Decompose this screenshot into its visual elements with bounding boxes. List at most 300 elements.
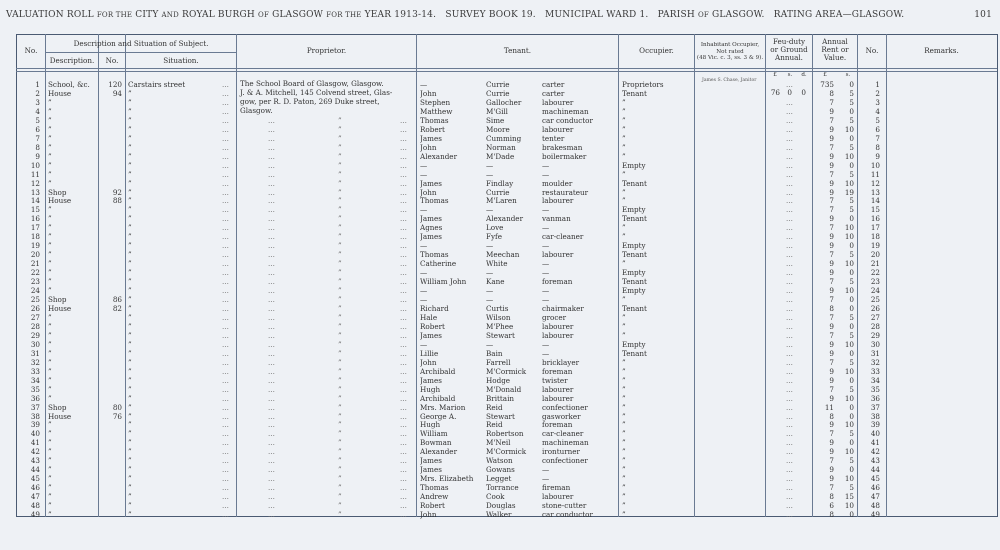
proprietor-ditto-mark: ” xyxy=(338,438,342,448)
row-no: 17 xyxy=(30,223,40,233)
table-row xyxy=(0,268,1000,277)
row-occupier: Tenant xyxy=(622,250,647,260)
col-annual-rent: Annual Rent or Value. xyxy=(821,37,849,62)
feu-ditto: ... xyxy=(786,438,793,448)
row-rent-shillings: 10 xyxy=(844,501,854,511)
row-occupier: ” xyxy=(622,492,626,502)
row-rent-pounds: 7 xyxy=(829,483,834,493)
row-tenant-first: Archibald xyxy=(420,393,456,403)
row-description: ” xyxy=(48,259,52,269)
feu-ditto: ... xyxy=(786,420,793,430)
proprietor-ditto-mark: ” xyxy=(338,205,342,215)
row-rent-shillings: 5 xyxy=(849,429,854,439)
leader-dots: ... xyxy=(222,411,229,421)
leader-dots: ... xyxy=(400,429,407,439)
row-occupation: — xyxy=(542,339,550,349)
row-no-right: 1 xyxy=(875,80,880,89)
proprietor-ditto-mark: ” xyxy=(338,483,342,493)
row-occupier: ” xyxy=(622,366,626,376)
row-description: ” xyxy=(48,124,52,134)
row-description: ” xyxy=(48,474,52,484)
row-no: 39 xyxy=(30,420,40,430)
row-situation: ” xyxy=(128,295,132,305)
row-no-right: 41 xyxy=(870,438,880,448)
row-no-right: 6 xyxy=(875,124,880,134)
row-tenant-first: John xyxy=(420,88,437,98)
row-situation: ” xyxy=(128,124,132,134)
table-row xyxy=(0,214,1000,223)
row-occupation: labourer xyxy=(542,124,574,134)
row-no: 15 xyxy=(30,205,40,215)
row-description: ” xyxy=(48,286,52,296)
leader-dots: ... xyxy=(222,169,229,179)
row-number: 86 xyxy=(112,295,122,305)
row-occupation: machineman xyxy=(542,438,589,448)
leader-dots: ... xyxy=(400,277,407,287)
row-tenant-first: Thomas xyxy=(420,250,449,260)
proprietor-ditto-mark: ” xyxy=(338,277,342,287)
feu-ditto: ... xyxy=(786,277,793,287)
row-rent-pounds: 7 xyxy=(829,295,834,305)
row-no-right: 3 xyxy=(875,97,880,107)
row-situation: ” xyxy=(128,312,132,322)
feu-ditto: ... xyxy=(786,411,793,421)
row-rent-pounds: 7 xyxy=(829,196,834,206)
leader-dots: ... xyxy=(222,312,229,322)
row-description: Shop xyxy=(48,187,67,197)
row-situation: ” xyxy=(128,429,132,439)
row-situation: ” xyxy=(128,196,132,206)
row-situation: ” xyxy=(128,420,132,430)
row-rent-pounds: 9 xyxy=(829,106,834,116)
leader-dots: ... xyxy=(400,241,407,251)
leader-dots: ... xyxy=(400,196,407,206)
proprietor-ditto: ... xyxy=(268,420,275,430)
row-occupier: Tenant xyxy=(622,348,647,358)
row-situation: ” xyxy=(128,277,132,287)
row-rent-shillings: 0 xyxy=(849,510,854,520)
page-number: 101 xyxy=(974,10,992,20)
feu-ditto: ... xyxy=(786,187,793,197)
proprietor-ditto: ... xyxy=(268,312,275,322)
row-tenant-first: James xyxy=(420,214,442,224)
proprietor-ditto-mark: ” xyxy=(338,456,342,466)
row-occupier: Empty xyxy=(622,339,646,349)
row-occupier: ” xyxy=(622,115,626,125)
row-tenant-first: Bowman xyxy=(420,438,452,448)
row-no-right: 31 xyxy=(870,348,880,358)
col-situation: Situation. xyxy=(163,56,199,65)
feu-ditto: ... xyxy=(786,196,793,206)
row-occupier: ” xyxy=(622,429,626,439)
row-description: ” xyxy=(48,151,52,161)
table-row xyxy=(0,232,1000,241)
row-occupation: — xyxy=(542,348,550,358)
row-no-right: 34 xyxy=(870,375,880,385)
row-tenant-last: M'Dade xyxy=(486,151,515,161)
leader-dots: ... xyxy=(400,286,407,296)
leader-dots: ... xyxy=(400,465,407,475)
row-description: ” xyxy=(48,169,52,179)
row-rent-pounds: 735 xyxy=(820,80,834,89)
row-tenant-first: James xyxy=(420,178,442,188)
feu-ditto: ... xyxy=(786,268,793,278)
feu-ditto: ... xyxy=(786,312,793,322)
row-no: 35 xyxy=(30,384,40,394)
feu-ditto: ... xyxy=(786,510,793,520)
row-rent-pounds: 11 xyxy=(824,402,834,412)
row-tenant-last: — xyxy=(486,205,494,215)
row-situation: ” xyxy=(128,384,132,394)
row-no-right: 24 xyxy=(870,286,880,296)
feu-ditto: ... xyxy=(786,474,793,484)
leader-dots: ... xyxy=(222,348,229,358)
row-tenant-last: — xyxy=(486,339,494,349)
proprietor-ditto: ... xyxy=(268,142,275,152)
proprietor-ditto-mark: ” xyxy=(338,196,342,206)
proprietor-ditto-mark: ” xyxy=(338,465,342,475)
row-occupier: ” xyxy=(622,151,626,161)
feu-ditto: ... xyxy=(786,223,793,233)
row-tenant-last: Currie xyxy=(486,88,510,98)
proprietor-ditto: ... xyxy=(268,250,275,260)
row-description: House xyxy=(48,196,72,206)
row-tenant-last: Reid xyxy=(486,402,503,412)
row-description: ” xyxy=(48,510,52,520)
row-rent-shillings: 5 xyxy=(849,196,854,206)
proprietor-ditto: ... xyxy=(268,241,275,251)
row-no: 44 xyxy=(30,465,40,475)
feu-ditto: ... xyxy=(786,501,793,511)
row-rent-shillings: 10 xyxy=(844,474,854,484)
feu-ditto: ... xyxy=(786,348,793,358)
row-rent-pounds: 9 xyxy=(829,160,834,170)
row-description: ” xyxy=(48,277,52,287)
row-occupier: ” xyxy=(622,259,626,269)
leader-dots: ... xyxy=(400,375,407,385)
row-situation: ” xyxy=(128,366,132,376)
row-tenant-first: Robert xyxy=(420,321,445,331)
table-row xyxy=(0,438,1000,447)
leader-dots: ... xyxy=(222,438,229,448)
row-tenant-last: M'Cormick xyxy=(486,447,527,457)
row-rent-pounds: 9 xyxy=(829,438,834,448)
row-description: ” xyxy=(48,393,52,403)
proprietor-ditto-mark: ” xyxy=(338,214,342,224)
row-rent-pounds: 8 xyxy=(829,510,834,520)
row-occupier: ” xyxy=(622,223,626,233)
leader-dots: ... xyxy=(400,133,407,143)
row-tenant-first: Richard xyxy=(420,304,449,313)
row-rent-shillings: 5 xyxy=(849,384,854,394)
leader-dots: ... xyxy=(400,438,407,448)
row-no: 42 xyxy=(30,447,40,457)
row-no: 10 xyxy=(30,160,40,170)
row-occupation: ironturner xyxy=(542,447,580,457)
proprietor-ditto-mark: ” xyxy=(338,312,342,322)
row-no-right: 30 xyxy=(870,339,880,349)
col-proprietor: Proprietor. xyxy=(306,46,347,55)
row-rent-pounds: 9 xyxy=(829,259,834,269)
leader-dots: ... xyxy=(400,268,407,278)
proprietor-ditto: ... xyxy=(268,321,275,331)
row-rent-pounds: 9 xyxy=(829,321,834,331)
proprietor-ditto-mark: ” xyxy=(338,357,342,367)
row-no-right: 25 xyxy=(870,295,880,305)
leader-dots: ... xyxy=(222,304,229,313)
row-rent-pounds: 7 xyxy=(829,115,834,125)
table-row xyxy=(0,116,1000,125)
proprietor-ditto: ... xyxy=(268,286,275,296)
row-no-right: 28 xyxy=(870,321,880,331)
row-rent-pounds: 9 xyxy=(829,187,834,197)
proprietor-ditto: ... xyxy=(268,330,275,340)
row-situation: ” xyxy=(128,178,132,188)
proprietor-ditto-mark: ” xyxy=(338,420,342,430)
row-tenant-last: Meechan xyxy=(486,250,520,260)
leader-dots: ... xyxy=(222,205,229,215)
table-row xyxy=(0,205,1000,214)
row-no-right: 23 xyxy=(870,277,880,287)
feu-ditto: ... xyxy=(786,151,793,161)
leader-dots: ... xyxy=(222,295,229,305)
row-no: 20 xyxy=(30,250,40,260)
proprietor-ditto-mark: ” xyxy=(338,501,342,511)
proprietor-ditto: ... xyxy=(268,447,275,457)
proprietor-ditto: ... xyxy=(268,187,275,197)
proprietor-ditto-mark: ” xyxy=(338,411,342,421)
proprietor-ditto: ... xyxy=(268,465,275,475)
row-tenant-last: Torrance xyxy=(486,483,519,493)
row-situation: ” xyxy=(128,456,132,466)
proprietor-ditto-mark: ” xyxy=(338,348,342,358)
row-tenant-first: James xyxy=(420,375,442,385)
row-situation: ” xyxy=(128,339,132,349)
row-rent-pounds: 6 xyxy=(829,501,834,511)
row-tenant-last: Reid xyxy=(486,420,503,430)
row-occupation: — xyxy=(542,295,550,305)
row-description: ” xyxy=(48,115,52,125)
row-description: ” xyxy=(48,456,52,466)
row-no: 43 xyxy=(30,456,40,466)
leader-dots: ... xyxy=(400,501,407,511)
row-rent-shillings: 0 xyxy=(849,348,854,358)
feu-ditto: ... xyxy=(786,115,793,125)
row-description: House xyxy=(48,411,72,421)
row-tenant-first: George A. xyxy=(420,411,457,421)
row-occupation: tenter xyxy=(542,133,565,143)
row-occupation: labourer xyxy=(542,250,574,260)
row-description: House xyxy=(48,88,72,98)
proprietor-ditto: ... xyxy=(268,438,275,448)
row-description: ” xyxy=(48,429,52,439)
row-description: ” xyxy=(48,321,52,331)
row-rent-pounds: 7 xyxy=(829,429,834,439)
leader-dots: ... xyxy=(400,393,407,403)
feu-ditto: ... xyxy=(786,483,793,493)
leader-dots: ... xyxy=(222,357,229,367)
row-description: ” xyxy=(48,501,52,511)
leader-dots: ... xyxy=(400,312,407,322)
row-no-right: 38 xyxy=(870,411,880,421)
row-number: 76 xyxy=(112,411,122,421)
page-title: VALUATION ROLL FOR THE CITY AND ROYAL BURGH OF GLASGOW FOR THE YEAR 1913-14. SURVEY BOOK 19. MUNICIPAL WARD 1. PARISH OF GLASGOW. RATING AREA—GLASGOW. 101 xyxy=(6,10,992,20)
row-tenant-last: — xyxy=(486,241,494,251)
row-no-right: 26 xyxy=(870,304,880,313)
leader-dots: ... xyxy=(222,393,229,403)
leader-dots: ... xyxy=(222,133,229,143)
leader-dots: ... xyxy=(222,501,229,511)
row-occupation: confectioner xyxy=(542,402,588,412)
proprietor-ditto: ... xyxy=(268,339,275,349)
row-no: 16 xyxy=(30,214,40,224)
row-occupation: twister xyxy=(542,375,568,385)
leader-dots: ... xyxy=(222,250,229,260)
row-occupation: labourer xyxy=(542,321,574,331)
row-description: ” xyxy=(48,223,52,233)
row-rent-shillings: 10 xyxy=(844,223,854,233)
row-tenant-last: Currie xyxy=(486,187,510,197)
row-tenant-last: Stewart xyxy=(486,330,515,340)
row-tenant-first: James xyxy=(420,330,442,340)
leader-dots: ... xyxy=(222,465,229,475)
row-tenant-last: White xyxy=(486,259,508,269)
row-tenant-first: Archibald xyxy=(420,366,456,376)
row-rent-shillings: 15 xyxy=(844,492,854,502)
row-situation: ” xyxy=(128,348,132,358)
row-no: 32 xyxy=(30,357,40,367)
row-occupier: ” xyxy=(622,187,626,197)
row-situation: ” xyxy=(128,223,132,233)
row-occupation: foreman xyxy=(542,366,573,376)
row-tenant-last: Norman xyxy=(486,142,516,152)
feu-ditto: ... xyxy=(786,339,793,349)
row-occupier: ” xyxy=(622,447,626,457)
table-row xyxy=(0,98,1000,107)
row-no: 12 xyxy=(30,178,40,188)
row-tenant-first: Alexander xyxy=(420,447,458,457)
row-situation: ” xyxy=(128,411,132,421)
row-no: 19 xyxy=(30,241,40,251)
row-tenant-first: Hugh xyxy=(420,384,441,394)
row-tenant-first: Catherine xyxy=(420,259,457,269)
row-tenant-last: Findlay xyxy=(486,178,514,188)
row-rent-pounds: 7 xyxy=(829,223,834,233)
leader-dots: ... xyxy=(400,304,407,313)
row-description: ” xyxy=(48,106,52,116)
row-occupier: Tenant xyxy=(622,277,647,287)
row-rent-shillings: 0 xyxy=(849,304,854,313)
table-row xyxy=(0,429,1000,438)
leader-dots: ... xyxy=(222,429,229,439)
proprietor-ditto: ... xyxy=(268,492,275,502)
row-situation: ” xyxy=(128,501,132,511)
row-description: House xyxy=(48,304,72,313)
row-no: 46 xyxy=(30,483,40,493)
row-description: ” xyxy=(48,339,52,349)
row-tenant-last: Douglas xyxy=(486,501,516,511)
row-number: 82 xyxy=(112,304,122,313)
leader-dots: ... xyxy=(222,510,229,520)
proprietor-ditto: ... xyxy=(268,160,275,170)
row-situation: ” xyxy=(128,438,132,448)
row-tenant-last: — xyxy=(486,169,494,179)
row-no-right: 47 xyxy=(870,492,880,502)
proprietor-ditto-mark: ” xyxy=(338,447,342,457)
row-number: 80 xyxy=(112,402,122,412)
row-rent-pounds: 7 xyxy=(829,250,834,260)
leader-dots: ... xyxy=(222,88,229,98)
row-occupation: — xyxy=(542,241,550,251)
row-rent-pounds: 9 xyxy=(829,348,834,358)
row-situation: ” xyxy=(128,232,132,242)
row-occupation: brakesman xyxy=(542,142,583,152)
row-situation: ” xyxy=(128,483,132,493)
leader-dots: ... xyxy=(400,402,407,412)
leader-dots: ... xyxy=(222,178,229,188)
feu-ditto: ... xyxy=(786,393,793,403)
row-no-right: 10 xyxy=(870,160,880,170)
row-situation: ” xyxy=(128,142,132,152)
proprietor-ditto-mark: ” xyxy=(338,187,342,197)
table-row xyxy=(0,223,1000,232)
row-rent-shillings: 10 xyxy=(844,259,854,269)
row-rent-shillings: 5 xyxy=(849,97,854,107)
row-rent-shillings: 0 xyxy=(849,160,854,170)
row-rent-shillings: 19 xyxy=(844,187,854,197)
row-description: ” xyxy=(48,492,52,502)
feu-ditto: ... xyxy=(786,214,793,224)
proprietor-ditto-mark: ” xyxy=(338,339,342,349)
leader-dots: ... xyxy=(400,456,407,466)
row-rent-shillings: 0 xyxy=(849,295,854,305)
row-tenant-first: John xyxy=(420,510,437,520)
row-tenant-last: Brittain xyxy=(486,393,515,403)
leader-dots: ... xyxy=(400,384,407,394)
leader-dots: ... xyxy=(400,151,407,161)
row-rent-pounds: 9 xyxy=(829,393,834,403)
col-occupier: Occupier. xyxy=(639,46,674,55)
row-occupation: stone-cutter xyxy=(542,501,587,511)
leader-dots: ... xyxy=(222,223,229,233)
proprietor-ditto: ... xyxy=(268,456,275,466)
row-no: 22 xyxy=(30,268,40,278)
row-rent-shillings: 10 xyxy=(844,124,854,134)
row-tenant-first: John xyxy=(420,142,437,152)
row-no: 8 xyxy=(35,142,40,152)
row-rent-shillings: 0 xyxy=(849,465,854,475)
row-rent-shillings: 10 xyxy=(844,393,854,403)
row-tenant-last: Watson xyxy=(486,456,513,466)
row-no: 27 xyxy=(30,312,40,322)
row-description: ” xyxy=(48,420,52,430)
row-rent-shillings: 0 xyxy=(849,214,854,224)
proprietor-ditto-mark: ” xyxy=(338,160,342,170)
proprietor-ditto-mark: ” xyxy=(338,510,342,520)
row-rent-shillings: 5 xyxy=(849,330,854,340)
row-tenant-first: Hale xyxy=(420,312,438,322)
row-tenant-last: — xyxy=(486,286,494,296)
row-description: ” xyxy=(48,142,52,152)
feu-ditto: ... xyxy=(786,124,793,134)
row-no-right: 15 xyxy=(870,205,880,215)
feu-ditto: ... xyxy=(786,232,793,242)
proprietor-ditto: ... xyxy=(268,178,275,188)
row-rent-pounds: 9 xyxy=(829,447,834,457)
row-occupation: — xyxy=(542,286,550,296)
row-no: 6 xyxy=(35,124,40,134)
row-no-right: 40 xyxy=(870,429,880,439)
